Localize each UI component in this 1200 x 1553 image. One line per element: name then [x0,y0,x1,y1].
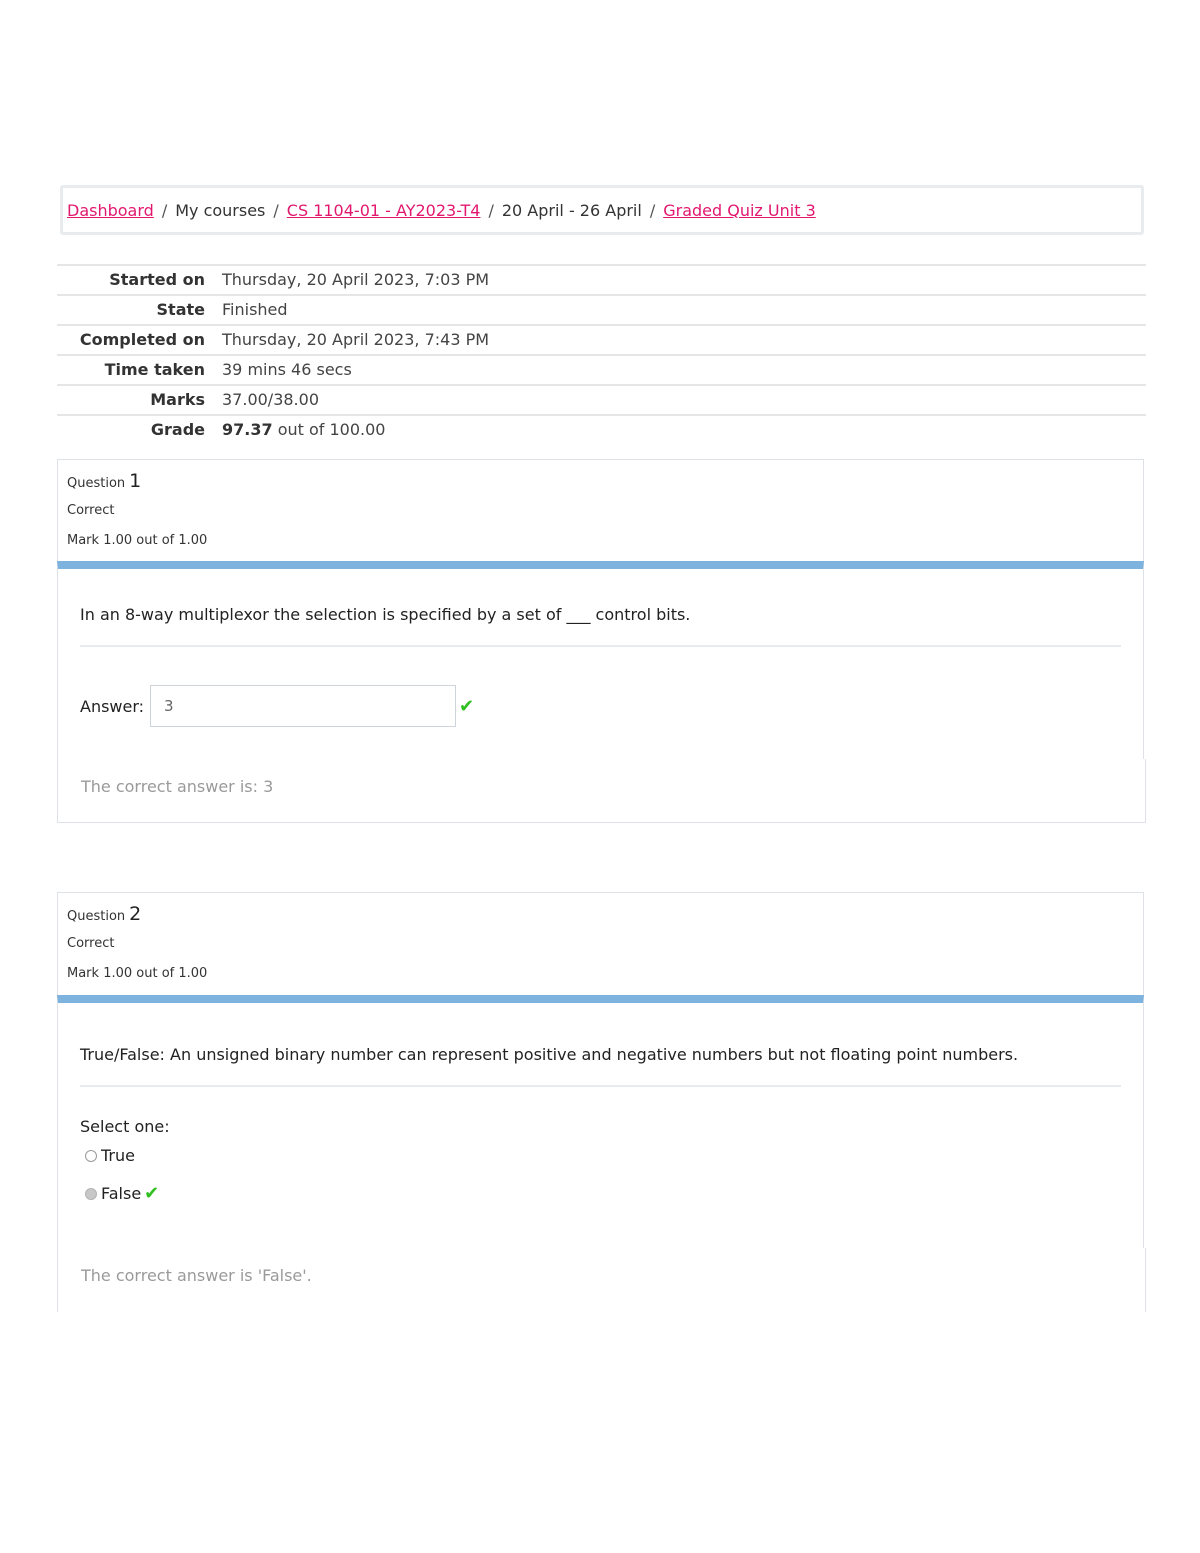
radio-button[interactable] [85,1150,97,1162]
checkmark-icon: ✔ [144,1183,160,1204]
question-2-info [57,892,1144,995]
summary-value: Thursday, 20 April 2023, 7:43 PM [222,330,490,349]
correct-answer-text: The correct answer is 'False'. [81,1266,312,1285]
summary-value: 39 mins 46 secs [222,360,352,379]
summary-row [57,325,1146,355]
radio-button[interactable] [85,1188,97,1200]
breadcrumb-my-courses: My courses [175,200,266,220]
option-true[interactable] [85,1146,1121,1165]
question-grade: Mark 1.00 out of 1.00 [67,966,208,981]
breadcrumb-separator: / [161,200,168,220]
summary-label: Started on [109,270,205,289]
attempt-summary-table [57,264,1146,444]
question-text: In an 8-way multiplexor the selection is specified by a set of ___ control bits. [80,605,691,624]
question-1-info [57,459,1144,561]
question-2-content [57,995,1144,1248]
breadcrumb-separator: / [649,200,656,220]
breadcrumb-separator: / [488,200,494,220]
breadcrumb-separator: / [273,200,279,220]
breadcrumb-dashboard-link[interactable]: Dashboard [67,200,154,220]
breadcrumb-quiz-link[interactable]: Graded Quiz Unit 3 [663,200,816,220]
grade-out-of: out of 100.00 [272,420,386,439]
question-label: Question [67,909,126,924]
answer-row [80,685,1121,727]
breadcrumb-course-link[interactable]: CS 1104-01 - AY2023-T4 [286,200,481,220]
select-one-label: Select one: [80,1117,170,1136]
breadcrumb-week: 20 April - 26 April [501,200,642,220]
question-2-feedback [57,1248,1146,1312]
question-state: Correct [67,503,115,518]
question-label: Question [67,476,126,491]
summary-row [57,295,1146,325]
summary-label: Marks [150,390,205,409]
question-number: 1 [129,470,142,492]
summary-row [57,355,1146,385]
question-number: 2 [129,903,142,925]
summary-label: Time taken [104,360,205,379]
summary-row [57,415,1146,444]
question-grade: Mark 1.00 out of 1.00 [67,533,208,548]
option-label: False [101,1184,142,1203]
option-false[interactable] [85,1183,1121,1204]
grade-value: 97.37 [222,420,273,439]
divider [80,645,1121,647]
answer-value: 3 [164,697,174,715]
summary-label: State [156,300,205,319]
correct-answer-text: The correct answer is: 3 [81,777,274,796]
summary-row [57,385,1146,415]
summary-value [222,415,1146,444]
summary-label: Grade [150,420,205,439]
summary-value: Thursday, 20 April 2023, 7:03 PM [222,270,490,289]
question-state: Correct [67,936,115,951]
summary-value: 37.00/38.00 [222,390,319,409]
breadcrumb [60,185,1144,235]
divider [80,1085,1121,1087]
option-label: True [101,1146,135,1165]
answer-field[interactable] [150,685,456,727]
checkmark-icon: ✔ [459,695,475,717]
question-1-content [57,561,1144,759]
summary-value: Finished [222,300,288,319]
answer-label: Answer: [80,696,145,716]
question-text: True/False: An unsigned binary number can represent positive and negative numbers but not floating point numbers. [80,1045,1019,1064]
summary-label: Completed on [79,330,205,349]
summary-row [57,265,1146,295]
question-1-feedback [57,759,1146,823]
